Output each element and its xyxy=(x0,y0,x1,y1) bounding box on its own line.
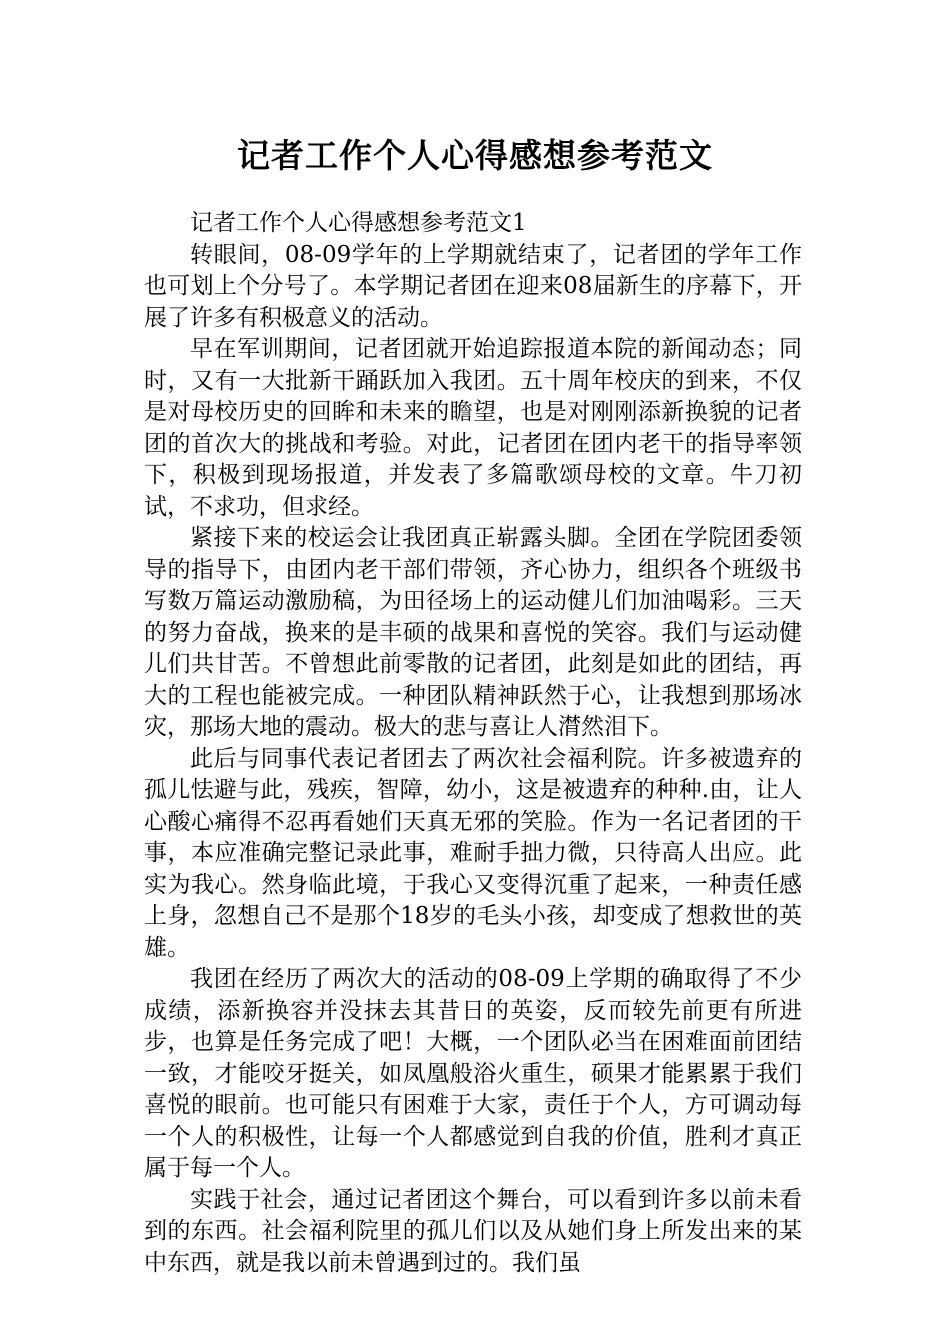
paragraph: 我团在经历了两次大的活动的08-09上学期的确取得了不少成绩，添新换容并没抹去其昔日的英姿，反而较先前更有所进步，也算是任务完成了吧！大概，一个团队必当在困难面前团结一致，才能咬牙挺关，如凤凰般浴火重生，硕果才能累累于我们喜悦的眼前。也可能只有困难于大家，责任于个人，方可调动每一个人的积极性，让每一个人都感觉到自我的价值，胜利才真正属于每一个人。 xyxy=(144,966,802,1181)
subtitle-paragraph: 记者工作个人心得感想参考范文1 xyxy=(190,210,527,236)
document-title: 记者工作个人心得感想参考范文 xyxy=(237,136,713,175)
paragraph: 紧接下来的校运会让我团真正崭露头脚。全团在学院团委领导的指导下，由团内老干部们带领，齐心协力，组织各个班级书写数万篇运动激励稿，为田径场上的运动健儿们加油喝彩。三天的努力奋战，换来的是丰硕的战果和喜悦的笑容。我们与运动健儿们共甘苦。不曾想此前零散的记者团，此刻是如此的团结，再大的工程也能被完成。一种团队精神跃然于心，让我想到那场冰灾，那场大地的震动。极大的悲与喜让人潸然泪下。 xyxy=(144,525,802,740)
paragraph: 转眼间，08-09学年的上学期就结束了，记者团的学年工作也可划上个分号了。本学期记者团在迎来08届新生的序幕下，开展了许多有积极意义的活动。 xyxy=(144,241,802,331)
paragraph: 此后与同事代表记者团去了两次社会福利院。许多被遗弃的孤儿怯避与此，残疾，智障，幼小，这是被遗弃的种种.由，让人心酸心痛得不忍再看她们天真无邪的笑脸。作为一名记者团的干事，本应准确完整记录此事，难耐手拙力微，只待高人出应。此实为我心。然身临此境，于我心又变得沉重了起来，一种责任感上身，忽想自己不是那个18岁的毛头小孩，却变成了想救世的英雄。 xyxy=(144,745,802,961)
paragraph: 早在军训期间，记者团就开始追踪报道本院的新闻动态；同时，又有一大批新干踊跃加入我团。五十周年校庆的到来，不仅是对母校历史的回眸和未来的瞻望，也是对刚刚添新换貌的记者团的首次大的挑战和考验。对此，记者团在团内老干的指导率领下，积极到现场报道，并发表了多篇歌颂母校的文章。牛刀初试，不求功，但求经。 xyxy=(144,336,802,520)
paragraph: 实践于社会，通过记者团这个舞台，可以看到许多以前未看到的东西。社会福利院里的孤儿们以及从她们身上所发出来的某中东西，就是我以前未曾遇到过的。我们虽 xyxy=(144,1186,802,1276)
document-body xyxy=(144,208,802,1279)
